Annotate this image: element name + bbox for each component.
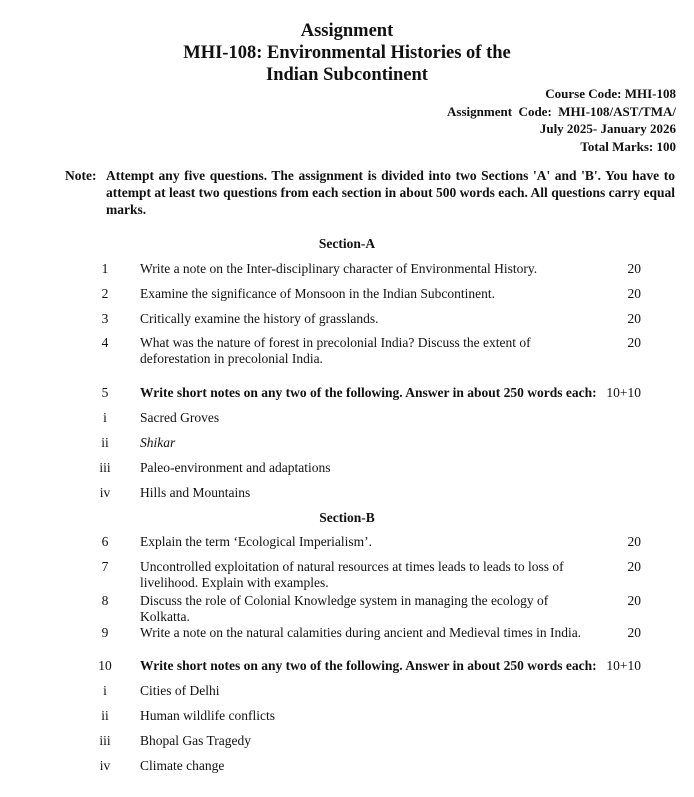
- question-number: 6: [101, 534, 109, 549]
- section-b-heading: Section-B: [319, 510, 375, 525]
- course-code: Course Code: MHI-108: [545, 86, 676, 101]
- question-number: 7: [101, 559, 109, 574]
- question-number: 9: [101, 625, 109, 640]
- sub-question-text: Paleo-environment and adaptations: [140, 460, 331, 475]
- sub-question-number: iii: [99, 733, 111, 748]
- total-marks: Total Marks: 100: [580, 138, 676, 154]
- question-number: 10: [98, 658, 112, 673]
- note-text: Attempt any five questions. The assignment is divided into two Sections 'A' and 'B'. You have to attempt at least two questions from each section in about 500 words each. All questions carry equal marks.: [106, 168, 675, 217]
- question-marks: 20: [627, 335, 641, 350]
- question-text: Discuss the role of Colonial Knowledge system in managing the ecology of Kolkatta.: [140, 593, 549, 624]
- sub-question-text: Shikar: [140, 435, 176, 450]
- sub-question-number: iv: [99, 485, 111, 500]
- question-text: Write short notes on any two of the following. Answer in about 250 words each:: [140, 385, 597, 400]
- sub-question-text: Bhopal Gas Tragedy: [140, 733, 251, 748]
- note-label: Note:: [65, 168, 97, 183]
- question-text: Critically examine the history of grasslands.: [140, 311, 379, 326]
- question-marks: 20: [627, 261, 641, 276]
- question-number: 5: [101, 385, 109, 400]
- sub-question-text: Hills and Mountains: [140, 485, 251, 500]
- assignment-code: Assignment Code: MHI-108/AST/TMA/: [447, 103, 676, 119]
- sub-question-number: ii: [101, 708, 109, 723]
- question-marks: 20: [627, 625, 641, 640]
- sub-question-text: Human wildlife conflicts: [140, 708, 275, 723]
- question-text: Uncontrolled exploitation of natural resources at times leads to leads to loss of livelihood. Explain with examples.: [140, 559, 564, 590]
- question-marks: 20: [627, 559, 641, 574]
- course-title-line-2: Indian Subcontinent: [266, 65, 428, 85]
- question-number: 4: [101, 335, 109, 350]
- question-text: Write short notes on any two of the following. Answer in about 250 words each:: [140, 658, 597, 673]
- question-text: Write a note on the Inter-disciplinary character of Environmental History.: [140, 261, 538, 276]
- sub-question-text: Sacred Groves: [140, 410, 220, 425]
- question-number: 8: [101, 593, 109, 608]
- question-number: 3: [101, 311, 109, 326]
- sub-question-number: i: [103, 683, 107, 698]
- sub-question-number: ii: [101, 435, 109, 450]
- question-text: Examine the significance of Monsoon in the Indian Subcontinent.: [140, 286, 496, 301]
- sub-question-number: i: [103, 410, 107, 425]
- document-title: Assignment: [300, 21, 394, 41]
- question-marks: 20: [627, 593, 641, 608]
- question-marks: 20: [627, 534, 641, 549]
- course-info: [447, 85, 676, 155]
- sub-question-text: Cities of Delhi: [140, 683, 220, 698]
- question-text: What was the nature of forest in precolonial India? Discuss the extent of deforestation in precolonial India.: [140, 335, 531, 366]
- sub-question-text: Climate change: [140, 758, 225, 773]
- sub-question-number: iv: [99, 758, 111, 773]
- section-a-heading: Section-A: [318, 236, 376, 251]
- question-number: 1: [101, 261, 109, 276]
- note: [65, 167, 675, 218]
- course-title-line-1: MHI-108: Environmental Histories of the: [183, 43, 511, 63]
- question-number: 2: [101, 286, 109, 301]
- question-text: Explain the term ‘Ecological Imperialism’.: [140, 534, 373, 549]
- question-marks: 20: [627, 311, 641, 326]
- title-block: [0, 20, 694, 86]
- question-marks: 10+10: [606, 658, 641, 673]
- sub-question-number: iii: [99, 460, 111, 475]
- question-text: Write a note on the natural calamities during ancient and Medieval times in India.: [140, 625, 582, 640]
- question-marks: 10+10: [606, 385, 641, 400]
- question-marks: 20: [627, 286, 641, 301]
- session: July 2025- January 2026: [539, 121, 676, 136]
